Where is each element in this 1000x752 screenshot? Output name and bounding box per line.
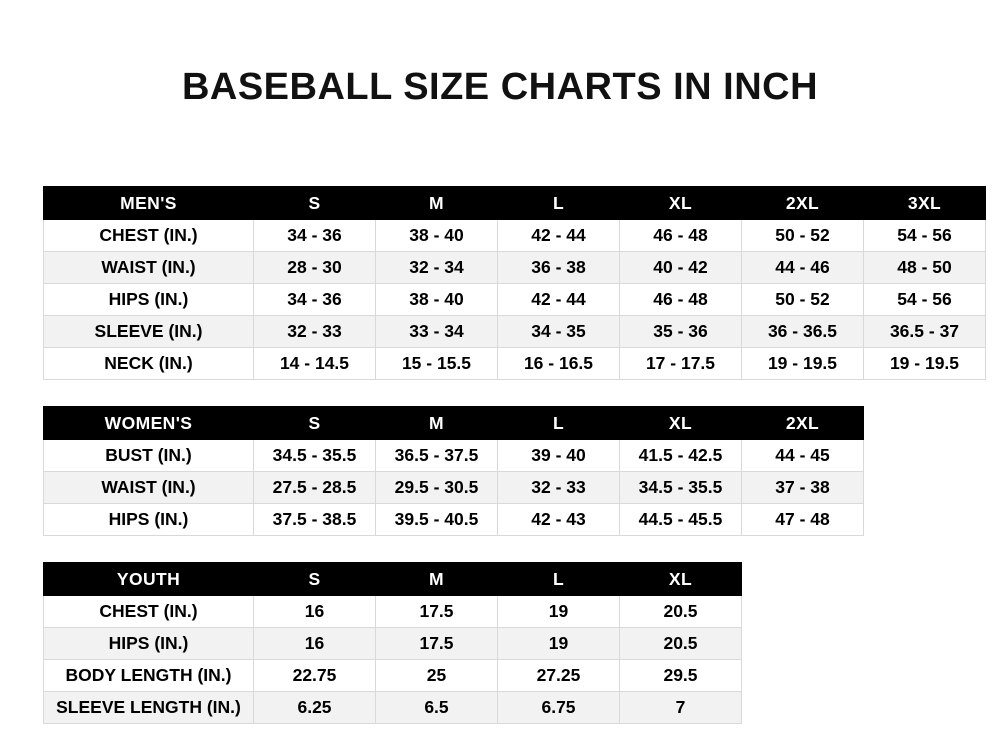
- column-header: WOMEN'S: [44, 407, 254, 440]
- row-header: CHEST (IN.): [44, 596, 254, 628]
- table-cell: 16 - 16.5: [498, 348, 620, 380]
- table-cell: 6.25: [254, 692, 376, 724]
- table-row: [44, 692, 742, 724]
- column-header: 2XL: [742, 407, 864, 440]
- table-cell: 34 - 35: [498, 316, 620, 348]
- womens-size-table: [43, 406, 864, 536]
- column-header: M: [376, 563, 498, 596]
- table-cell: 29.5: [620, 660, 742, 692]
- table-cell: 48 - 50: [864, 252, 986, 284]
- table-cell: 22.75: [254, 660, 376, 692]
- table-row: [44, 660, 742, 692]
- column-header: YOUTH: [44, 563, 254, 596]
- column-header: XL: [620, 407, 742, 440]
- table-cell: 54 - 56: [864, 284, 986, 316]
- table-cell: 15 - 15.5: [376, 348, 498, 380]
- table-cell: 20.5: [620, 596, 742, 628]
- table-cell: 6.5: [376, 692, 498, 724]
- table-cell: 32 - 34: [376, 252, 498, 284]
- column-header: S: [254, 187, 376, 220]
- table-cell: 14 - 14.5: [254, 348, 376, 380]
- table-row: [44, 596, 742, 628]
- row-header: HIPS (IN.): [44, 628, 254, 660]
- table-cell: 54 - 56: [864, 220, 986, 252]
- mens-size-table: [43, 186, 986, 380]
- table-cell: 27.5 - 28.5: [254, 472, 376, 504]
- column-header: 3XL: [864, 187, 986, 220]
- row-header: SLEEVE (IN.): [44, 316, 254, 348]
- table-header-row: [44, 187, 986, 220]
- row-header: HIPS (IN.): [44, 504, 254, 536]
- table-cell: 34.5 - 35.5: [254, 440, 376, 472]
- table-cell: 19 - 19.5: [864, 348, 986, 380]
- row-header: WAIST (IN.): [44, 252, 254, 284]
- table-cell: 36.5 - 37: [864, 316, 986, 348]
- row-header: NECK (IN.): [44, 348, 254, 380]
- table-cell: 50 - 52: [742, 220, 864, 252]
- row-header: CHEST (IN.): [44, 220, 254, 252]
- table-cell: 34 - 36: [254, 220, 376, 252]
- table-row: [44, 440, 864, 472]
- column-header: XL: [620, 187, 742, 220]
- table-cell: 32 - 33: [254, 316, 376, 348]
- row-header: SLEEVE LENGTH (IN.): [44, 692, 254, 724]
- table-cell: 19: [498, 628, 620, 660]
- column-header: S: [254, 407, 376, 440]
- table-row: [44, 252, 986, 284]
- table-cell: 36 - 36.5: [742, 316, 864, 348]
- table-row: [44, 504, 864, 536]
- table-cell: 39 - 40: [498, 440, 620, 472]
- table-cell: 28 - 30: [254, 252, 376, 284]
- table-cell: 36 - 38: [498, 252, 620, 284]
- table-cell: 40 - 42: [620, 252, 742, 284]
- table-cell: 19: [498, 596, 620, 628]
- row-header: HIPS (IN.): [44, 284, 254, 316]
- table-cell: 7: [620, 692, 742, 724]
- table-cell: 42 - 44: [498, 284, 620, 316]
- column-header: L: [498, 407, 620, 440]
- table-cell: 44 - 46: [742, 252, 864, 284]
- table-cell: 37 - 38: [742, 472, 864, 504]
- youth-size-table: [43, 562, 742, 724]
- table-row: [44, 628, 742, 660]
- column-header: XL: [620, 563, 742, 596]
- table-cell: 50 - 52: [742, 284, 864, 316]
- table-cell: 46 - 48: [620, 220, 742, 252]
- table-row: [44, 220, 986, 252]
- table-cell: 32 - 33: [498, 472, 620, 504]
- table-cell: 20.5: [620, 628, 742, 660]
- table-cell: 44 - 45: [742, 440, 864, 472]
- row-header: BODY LENGTH (IN.): [44, 660, 254, 692]
- table-cell: 38 - 40: [376, 284, 498, 316]
- column-header: M: [376, 187, 498, 220]
- table-cell: 42 - 44: [498, 220, 620, 252]
- size-tables-container: [43, 186, 986, 724]
- table-cell: 17 - 17.5: [620, 348, 742, 380]
- table-cell: 37.5 - 38.5: [254, 504, 376, 536]
- table-cell: 38 - 40: [376, 220, 498, 252]
- column-header: S: [254, 563, 376, 596]
- table-cell: 16: [254, 596, 376, 628]
- table-cell: 36.5 - 37.5: [376, 440, 498, 472]
- table-cell: 17.5: [376, 628, 498, 660]
- column-header: L: [498, 563, 620, 596]
- table-header-row: [44, 563, 742, 596]
- table-cell: 39.5 - 40.5: [376, 504, 498, 536]
- table-cell: 17.5: [376, 596, 498, 628]
- table-row: [44, 348, 986, 380]
- table-header-row: [44, 407, 864, 440]
- table-cell: 16: [254, 628, 376, 660]
- page-title: BASEBALL SIZE CHARTS IN INCH: [181, 66, 819, 108]
- table-cell: 34 - 36: [254, 284, 376, 316]
- table-cell: 19 - 19.5: [742, 348, 864, 380]
- table-cell: 33 - 34: [376, 316, 498, 348]
- table-cell: 44.5 - 45.5: [620, 504, 742, 536]
- table-cell: 41.5 - 42.5: [620, 440, 742, 472]
- table-cell: 47 - 48: [742, 504, 864, 536]
- table-cell: 34.5 - 35.5: [620, 472, 742, 504]
- column-header: L: [498, 187, 620, 220]
- table-row: [44, 284, 986, 316]
- table-row: [44, 472, 864, 504]
- row-header: WAIST (IN.): [44, 472, 254, 504]
- table-cell: 35 - 36: [620, 316, 742, 348]
- table-cell: 46 - 48: [620, 284, 742, 316]
- table-cell: 29.5 - 30.5: [376, 472, 498, 504]
- table-cell: 27.25: [498, 660, 620, 692]
- column-header: M: [376, 407, 498, 440]
- column-header: MEN'S: [44, 187, 254, 220]
- column-header: 2XL: [742, 187, 864, 220]
- row-header: BUST (IN.): [44, 440, 254, 472]
- table-cell: 25: [376, 660, 498, 692]
- table-cell: 6.75: [498, 692, 620, 724]
- table-row: [44, 316, 986, 348]
- table-cell: 42 - 43: [498, 504, 620, 536]
